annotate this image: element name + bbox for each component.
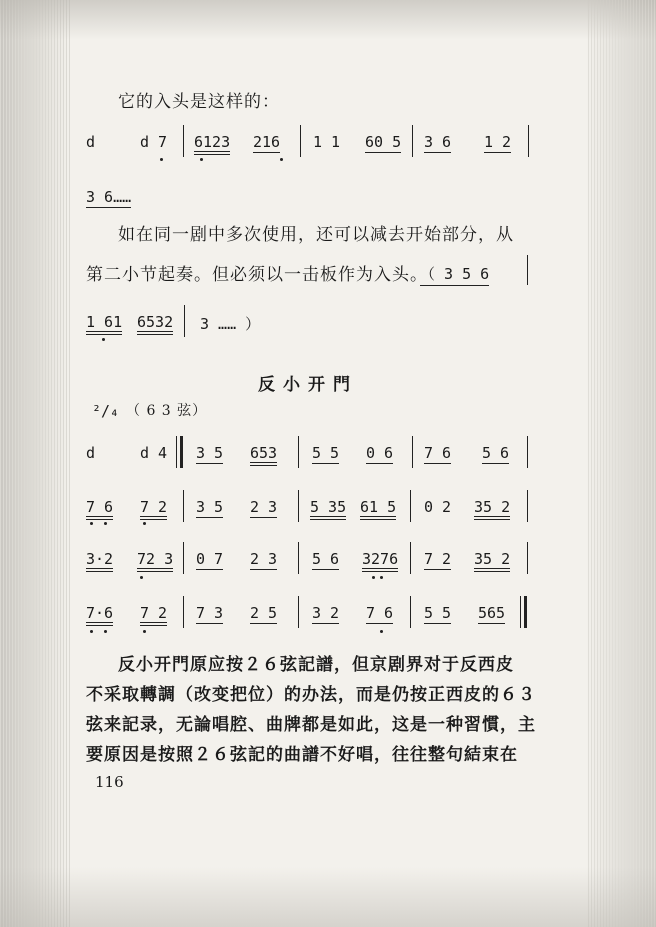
bar-line xyxy=(184,305,185,337)
note-group: 7 2 xyxy=(140,604,167,626)
note-group: 1 1 xyxy=(313,133,341,151)
low-dot xyxy=(140,576,143,579)
paragraph-line: 不采取轉調（改变把位）的办法，而是仍按正西皮的６３ xyxy=(86,685,536,705)
note-group: 5 5 xyxy=(312,444,340,462)
note-group: 5 5 xyxy=(424,604,452,622)
note-group: 7 6 xyxy=(86,498,113,520)
bar-line xyxy=(183,596,184,628)
note-group: d xyxy=(86,133,96,151)
note-group: 35 2 xyxy=(474,498,510,520)
note-group: 7 6 xyxy=(366,604,394,622)
note-group: 216 xyxy=(253,133,281,151)
bar-line xyxy=(183,490,184,522)
low-dot xyxy=(102,338,105,341)
note-group: 2 3 xyxy=(250,498,278,516)
low-dot xyxy=(380,630,383,633)
note-group: 1 61 xyxy=(86,313,122,335)
bar-line xyxy=(527,436,528,468)
note-group: d 4 xyxy=(140,444,168,462)
paragraph-line: 弦来記录，无論唱腔、曲牌都是如此，这是一种習慣，主 xyxy=(86,715,536,735)
note-group: 0 7 xyxy=(196,550,224,568)
paragraph-line: 反小开門原应按２６弦記譜，但京剧界对于反西皮 xyxy=(118,655,514,675)
bar-line xyxy=(183,542,184,574)
scan-shadow-top xyxy=(0,0,656,40)
note-group: 3 6…… xyxy=(86,188,132,206)
low-dot xyxy=(104,522,107,525)
note-group: 3 5 xyxy=(196,444,224,462)
low-dot xyxy=(200,158,203,161)
bar-line xyxy=(298,542,299,574)
note-group: 72 3 xyxy=(137,550,173,572)
bar-line xyxy=(410,490,411,522)
note-group: 653 xyxy=(250,444,277,466)
low-dot xyxy=(104,630,107,633)
note-group: 5 6 xyxy=(482,444,510,462)
note-group: 61 5 xyxy=(360,498,396,520)
note-group: 0 2 xyxy=(424,498,452,516)
note-group: 35 2 xyxy=(474,550,510,572)
intro-line: 它的入头是这样的： xyxy=(118,92,280,112)
note-group: 5 35 xyxy=(310,498,346,520)
low-dot xyxy=(160,158,163,161)
note-group: 2 5 xyxy=(250,604,278,622)
tuning-label: （ 6 3 弦） xyxy=(126,403,208,419)
section-heading: 反小开門 xyxy=(258,375,358,395)
low-dot xyxy=(372,576,375,579)
low-dot xyxy=(143,630,146,633)
note-group: 3276 xyxy=(362,550,398,572)
note-group: 6123 xyxy=(194,133,230,155)
low-dot xyxy=(90,522,93,525)
note-group: 7 2 xyxy=(424,550,452,568)
note-group: d xyxy=(86,444,96,462)
bar-line xyxy=(528,125,529,157)
low-dot xyxy=(380,576,383,579)
note-group: 565 xyxy=(478,604,506,622)
bar-line xyxy=(410,542,411,574)
bar-line xyxy=(298,436,299,468)
low-dot xyxy=(143,522,146,525)
time-signature: ²/₄ xyxy=(92,402,120,420)
note-group: 3 6 xyxy=(424,133,452,151)
note-group: 2 3 xyxy=(250,550,278,568)
bar-line xyxy=(183,125,184,157)
bar-line xyxy=(527,542,528,574)
note-group: 60 5 xyxy=(365,133,402,151)
bar-line xyxy=(412,125,413,157)
note-group: 7·6 xyxy=(86,604,113,626)
note-group: 0 6 xyxy=(366,444,394,462)
note-group: 7 3 xyxy=(196,604,224,622)
bar-line xyxy=(298,596,299,628)
note-group: d 7 xyxy=(140,133,168,151)
note-group: 3·2 xyxy=(86,550,113,572)
note-group: （ 3 5 6 xyxy=(420,263,489,286)
scan-shadow-bottom xyxy=(0,867,656,927)
paragraph-line: 如在同一剧中多次使用，还可以减去开始部分，从 xyxy=(118,225,514,245)
bar-line xyxy=(300,125,301,157)
scan-shadow-left xyxy=(0,0,70,927)
repeat-bar xyxy=(176,436,183,468)
scan-shadow-right xyxy=(586,0,656,927)
note-group: 7 2 xyxy=(140,498,167,520)
note-group: 3 2 xyxy=(312,604,340,622)
page-number: 116 xyxy=(95,773,124,791)
bar-line xyxy=(298,490,299,522)
bar-line xyxy=(527,490,528,522)
bar-line xyxy=(527,255,528,285)
low-dot xyxy=(280,158,283,161)
paragraph-line: 第二小节起奏。但必须以一击板作为入头。 xyxy=(86,265,428,285)
end-repeat-bar xyxy=(520,596,527,628)
bar-line xyxy=(410,596,411,628)
note-group: 7 6 xyxy=(424,444,452,462)
paragraph-line: 要原因是按照２６弦記的曲譜不好唱，往往整句結束在 xyxy=(86,745,518,765)
note-group: 1 2 xyxy=(484,133,512,151)
note-group: 3 …… ） xyxy=(200,315,261,333)
note-group: 3 5 xyxy=(196,498,224,516)
note-group: 6532 xyxy=(137,313,173,335)
bar-line xyxy=(412,436,413,468)
low-dot xyxy=(90,630,93,633)
note-group: 5 6 xyxy=(312,550,340,568)
